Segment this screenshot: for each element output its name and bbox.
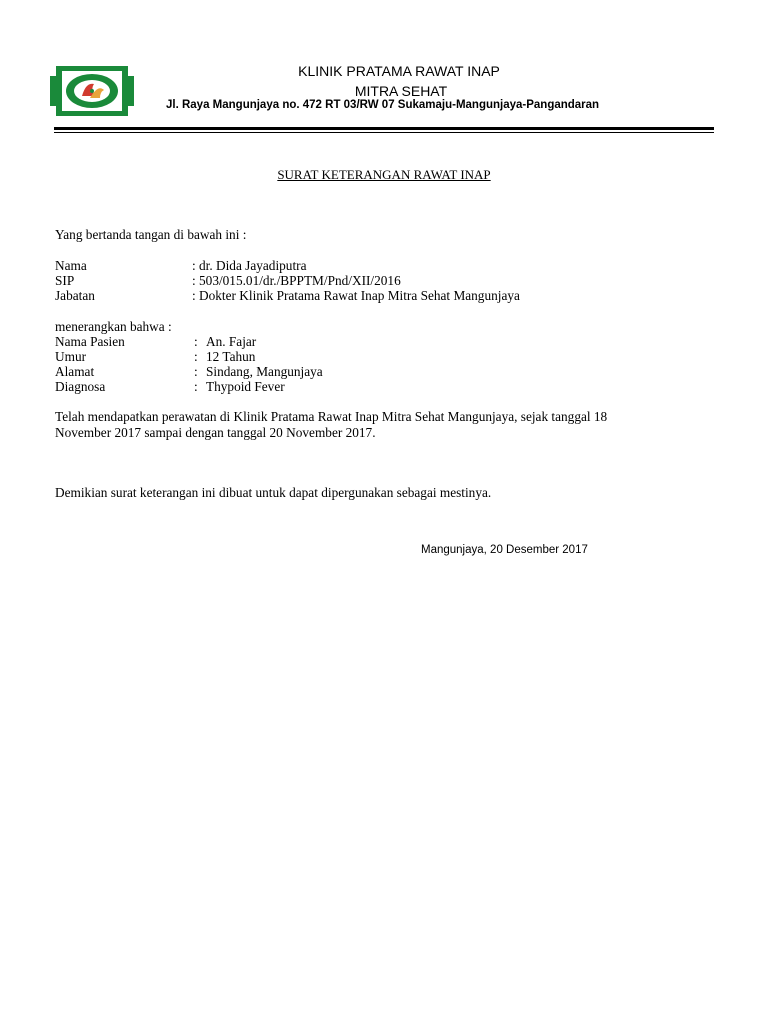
doctor-position-label: Jabatan xyxy=(55,288,95,303)
header-rule-thick xyxy=(54,127,714,130)
header-rule-thin xyxy=(54,132,714,133)
clinic-name: KLINIK PRATAMA RAWAT INAP xyxy=(298,63,500,79)
doctor-name-label: Nama xyxy=(55,258,87,273)
patient-diagnosis-label: Diagnosa xyxy=(55,379,106,394)
doctor-sip-label: SIP xyxy=(55,273,75,288)
patient-address-value: Sindang, Mangunjaya xyxy=(206,364,323,379)
patient-age-value: 12 Tahun xyxy=(206,349,256,364)
clinic-logo-icon xyxy=(50,62,134,120)
clinic-address: Jl. Raya Mangunjaya no. 472 RT 03/RW 07 Sukamaju-Mangunjaya-Pangandaran xyxy=(166,99,600,111)
patient-name-sep: : xyxy=(194,334,198,349)
clinic-subname: MITRA SEHAT xyxy=(354,83,448,99)
document-title-text: SURAT KETERANGAN RAWAT INAP xyxy=(277,167,491,182)
patient-name-label: Nama Pasien xyxy=(55,334,125,349)
patient-address-label: Alamat xyxy=(55,364,95,379)
patient-diagnosis-sep: : xyxy=(194,379,198,394)
doctor-sip-value: : 503/015.01/dr./BPPTM/Pnd/XII/2016 xyxy=(192,273,401,288)
doctor-position-value: : Dokter Klinik Pratama Rawat Inap Mitra Sehat Mangunjaya xyxy=(192,288,520,303)
document-title xyxy=(0,167,768,183)
care-line-1: Telah mendapatkan perawatan di Klinik Pratama Rawat Inap Mitra Sehat Mangunjaya, sejak tanggal 18 xyxy=(55,409,608,424)
patient-age-label: Umur xyxy=(55,349,87,364)
doctor-name-value: : dr. Dida Jayadiputra xyxy=(192,258,307,273)
closing-text: Demikian surat keterangan ini dibuat untuk dapat dipergunakan sebagai mestinya. xyxy=(55,485,492,500)
care-line-2: November 2017 sampai dengan tanggal 20 November 2017. xyxy=(55,425,376,440)
place-date: Mangunjaya, 20 Desember 2017 xyxy=(421,544,588,556)
patient-diagnosis-value: Thypoid Fever xyxy=(206,379,285,394)
care-paragraph xyxy=(55,409,715,441)
patient-age-sep: : xyxy=(194,349,198,364)
intro-text: Yang bertanda tangan di bawah ini : xyxy=(55,227,247,242)
patient-name-value: An. Fajar xyxy=(206,334,257,349)
statement-text: menerangkan bahwa : xyxy=(55,319,172,334)
patient-address-sep: : xyxy=(194,364,198,379)
